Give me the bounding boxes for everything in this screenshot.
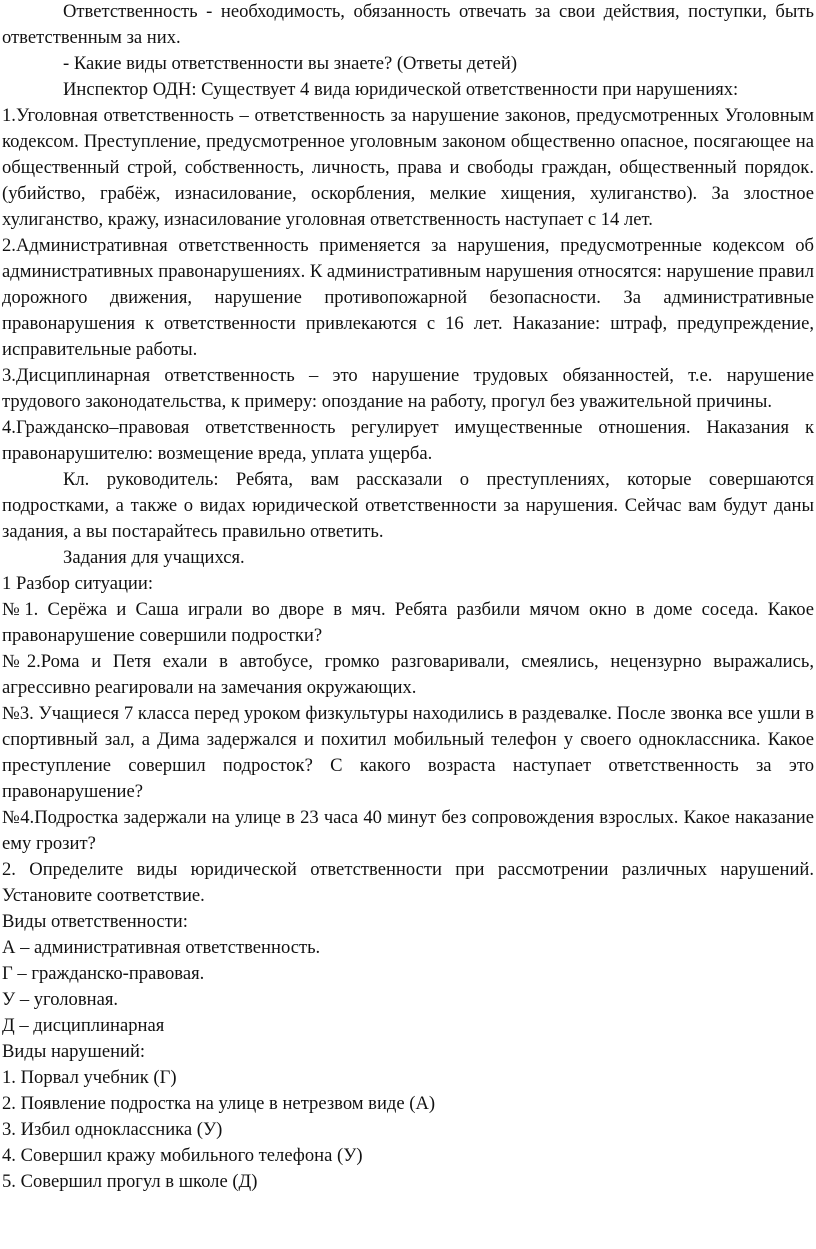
violations-heading: Виды нарушений: (2, 1041, 146, 1062)
inspector-intro-paragraph: Инспектор ОДН: Существует 4 вида юридической ответственности при нарушениях: (63, 79, 739, 100)
situation-3: №3. Учащиеся 7 класса перед уроком физкультуры находились в раздевалке. После звонка все ушли в спортивный зал, а Дима задержался и похитил мобильный телефон у своего одноклассника. Какое преступление совершил подросток? С какого возраста наступает ответственность за это правонарушение? (2, 703, 814, 802)
tasks-heading: Задания для учащихся. (63, 547, 245, 568)
violation-3: 3. Избил одноклассника (У) (2, 1119, 223, 1140)
violation-1: 1. Порвал учебник (Г) (2, 1067, 177, 1088)
violation-2: 2. Появление подростка на улице в нетрезвом виде (А) (2, 1093, 436, 1114)
liability-type-u: У – уголовная. (2, 989, 119, 1010)
violation-4: 4. Совершил кражу мобильного телефона (У) (2, 1145, 363, 1166)
teacher-paragraph: Кл. руководитель: Ребята, вам рассказали о преступлениях, которые совершаются подростками, а также о видах юридической ответственности за нарушения. Сейчас вам будут даны задания, а вы постарайтесь правильно ответить. (2, 469, 814, 542)
task-1-heading: 1 Разбор ситуации: (2, 573, 153, 594)
administrative-liability-paragraph: 2.Административная ответственность применяется за нарушения, предусмотренные кодексом об административных правонарушениях. К административным нарушения относятся: нарушение правил дорожного движения, нарушение противопожарной безопасности. За административные правонарушения к ответственности привлекаются с 16 лет. Наказание: штраф, предупреждение, исправительные работы. (2, 235, 814, 360)
disciplinary-liability-paragraph: 3.Дисциплинарная ответственность – это нарушение трудовых обязанностей, т.е. нарушение трудового законодательства, к примеру: опоздание на работу, прогул без уважительной причины. (2, 365, 814, 412)
liability-type-g: Г – гражданско-правовая. (2, 963, 205, 984)
situation-1: №1. Серёжа и Саша играли во дворе в мяч. Ребята разбили мячом окно в доме соседа. Какое правонарушение совершили подростки? (2, 599, 814, 646)
definition-paragraph: Ответственность - необходимость, обязанность отвечать за свои действия, поступки, быть ответственным за них. (2, 1, 814, 48)
liability-type-d: Д – дисциплинарная (2, 1015, 165, 1036)
violation-5: 5. Совершил прогул в школе (Д) (2, 1171, 258, 1192)
task-2-paragraph: 2. Определите виды юридической ответственности при рассмотрении различных нарушений. Установите соответствие. (2, 859, 814, 906)
criminal-liability-paragraph: 1.Уголовная ответственность – ответственность за нарушение законов, предусмотренных Уголовным кодексом. Преступление, предусмотренное уголовным законом общественно опасное, посягающее на общественный строй, собственность, личность, права и свободы граждан, общественный порядок. (убийство, грабёж, изнасилование, оскорбления, мелкие хищения, хулиганство). За злостное хулиганство, кражу, изнасилование уголовная ответственность наступает с 14 лет. (2, 105, 814, 230)
situation-4: №4.Подростка задержали на улице в 23 часа 40 минут без сопровождения взрослых. Какое наказание ему грозит? (2, 807, 814, 854)
liability-type-a: А – административная ответственность. (2, 937, 321, 958)
situation-2: №2.Рома и Петя ехали в автобусе, громко разговаривали, смеялись, нецензурно выражались, агрессивно реагировали на замечания окружающих. (2, 651, 814, 698)
liability-types-heading: Виды ответственности: (2, 911, 188, 932)
civil-liability-paragraph: 4.Гражданско–правовая ответственность регулирует имущественные отношения. Наказания к правонарушителю: возмещение вреда, уплата ущерба. (2, 417, 814, 464)
question-paragraph: - Какие виды ответственности вы знаете? (Ответы детей) (63, 53, 518, 74)
